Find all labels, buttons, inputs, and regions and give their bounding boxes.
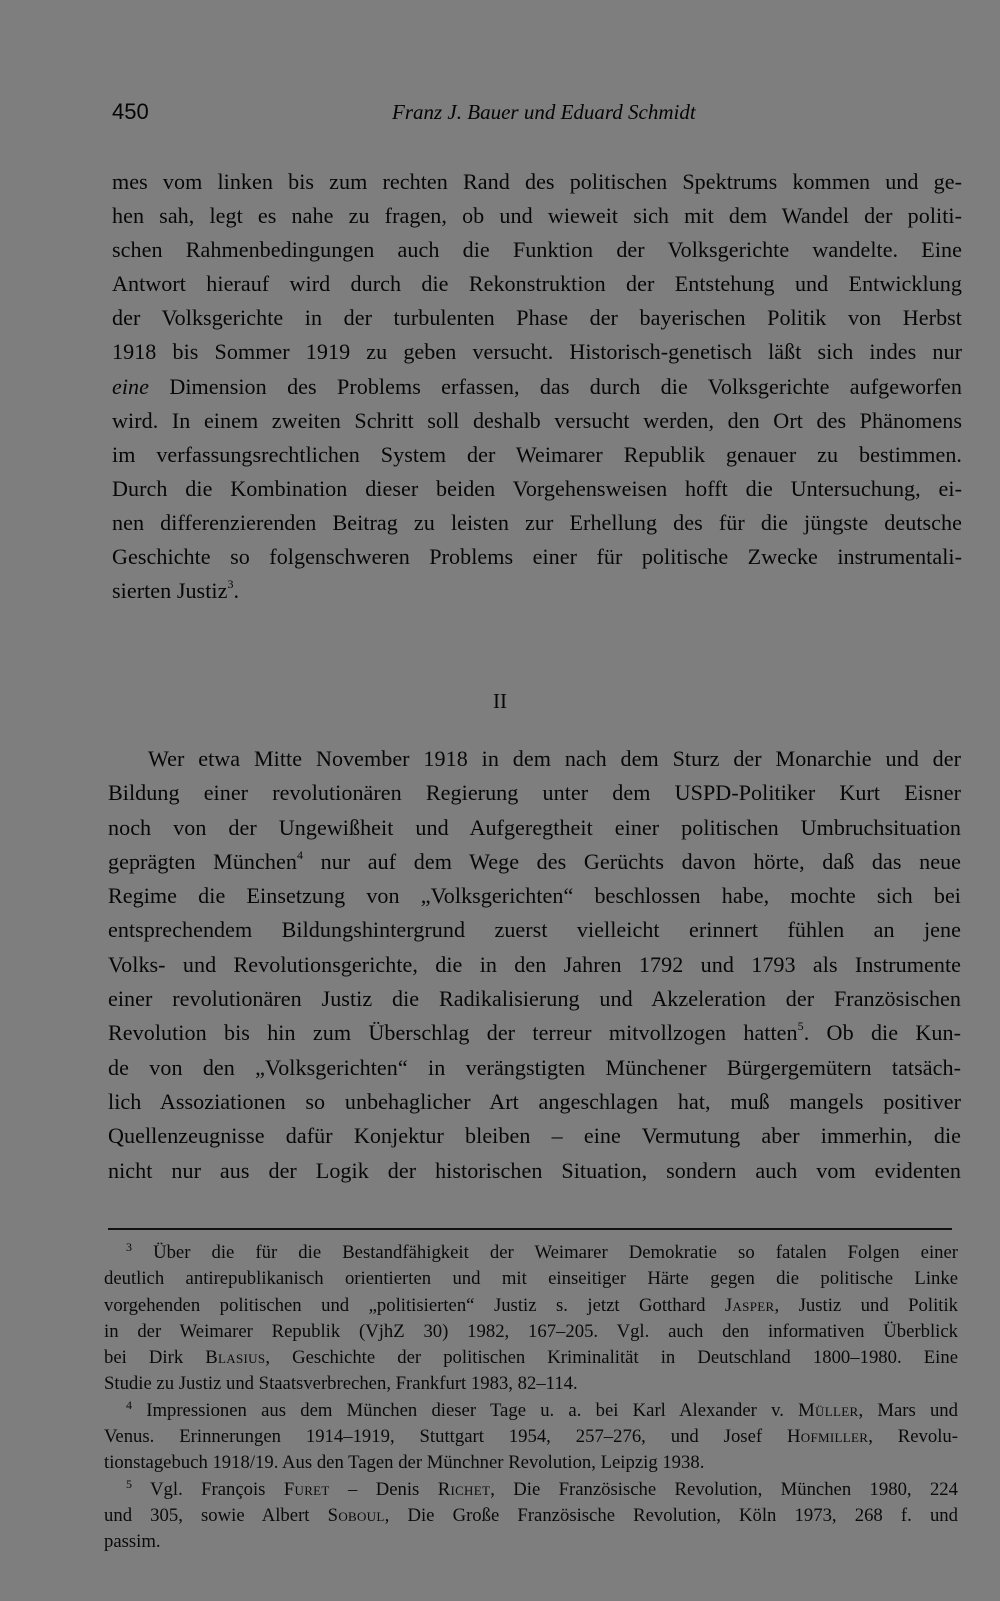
- text-line: Durch die Kombination dieser beiden Vorgehensweisen hofft die Untersuchung, ei-: [112, 475, 962, 501]
- text-line: [108, 845, 961, 879]
- text-segment: , Die Französische Revolution, München 1980, 224: [490, 1478, 958, 1500]
- paragraph-continuation: [112, 165, 962, 608]
- page-number: 450: [112, 99, 149, 124]
- author-name: Furet: [283, 1478, 330, 1500]
- text-segment: bei Dirk: [104, 1347, 206, 1369]
- footnote-number: 5: [126, 1476, 132, 1491]
- text-segment: und 305, sowie Albert: [104, 1504, 328, 1526]
- text-segment: Revolution bis hin zum Überschlag der terreur mitvollzogen hatten: [108, 1020, 798, 1046]
- footnotes: [104, 1240, 958, 1556]
- text-line: einer revolutionären Justiz die Radikalisierung und Akzeleration der Französischen: [108, 986, 961, 1012]
- text-line: [112, 574, 962, 608]
- author-name: Richet: [437, 1478, 491, 1500]
- author-name: Jasper: [724, 1294, 775, 1316]
- text-segment: .: [233, 578, 240, 604]
- footnote-3-line: Studie zu Justiz und Staatsverbrechen, Frankfurt 1983, 82–114.: [104, 1373, 578, 1395]
- footnote-5-line: passim.: [104, 1531, 161, 1553]
- footnote-number: 4: [126, 1397, 132, 1412]
- text-line: 1918 bis Sommer 1919 zu geben versucht. Historisch-genetisch läßt sich indes nur: [112, 339, 962, 365]
- footnote-4-line: [104, 1398, 958, 1424]
- text-segment: , Justiz und Politik: [774, 1294, 958, 1316]
- text-segment: Venus. Erinnerungen 1914–1919, Stuttgart 1954, 257–276, und Josef: [104, 1426, 787, 1448]
- author-name: Soboul: [327, 1504, 385, 1526]
- text-line: nen differenzierenden Beitrag zu leisten zur Erhellung des für die jüngste deutsche: [112, 509, 962, 535]
- text-line: Antwort hierauf wird durch die Rekonstruktion der Entstehung und Entwicklung: [112, 271, 962, 297]
- text-segment: , Geschichte der politischen Kriminalität in Deutschland 1800–1980. Eine: [265, 1347, 958, 1369]
- text-segment: – Denis: [329, 1478, 438, 1500]
- text-line: Bildung einer revolutionären Regierung unter dem USPD-Politiker Kurt Eisner: [108, 780, 961, 806]
- footnote-3-line: [104, 1240, 958, 1266]
- text-segment: geprägten München: [108, 848, 297, 874]
- text-line: Quellenzeugnisse dafür Konjektur bleiben – eine Vermutung aber immerhin, die: [108, 1123, 961, 1149]
- text-line: der Volksgerichte in der turbulenten Phase der bayerischen Politik von Herbst: [112, 305, 962, 331]
- text-line: [112, 370, 962, 404]
- text-segment: nur auf dem Wege des Gerüchts davon hörte, daß das neue: [303, 848, 962, 874]
- text-segment: vorgehenden politischen und „politisierten“ Justiz s. jetzt Gotthard: [104, 1294, 725, 1316]
- text-segment: . Ob die Kun-: [803, 1020, 961, 1046]
- text-segment: Impressionen aus dem München dieser Tage u. a. bei Karl Alexander v.: [146, 1399, 799, 1421]
- text-line: Volks- und Revolutionsgerichte, die in den Jahren 1792 und 1793 als Instrumente: [108, 951, 961, 977]
- text-segment: Vgl. François: [150, 1478, 284, 1500]
- text-line: entsprechendem Bildungshintergrund zuerst vielleicht erinnert fühlen an jene: [108, 917, 961, 943]
- author-name: Blasius: [205, 1347, 266, 1369]
- footnote-3-line: in der Weimarer Republik (VjhZ 30) 1982, 167–205. Vgl. auch den informativen Überblick: [104, 1320, 958, 1342]
- footnote-reference[interactable]: 3: [227, 576, 234, 591]
- footnote-5-line: [104, 1477, 958, 1503]
- text-segment: sierten Justiz: [112, 578, 228, 604]
- text-line: Wer etwa Mitte November 1918 in dem nach dem Sturz der Monarchie und der: [148, 746, 961, 771]
- footnote-reference[interactable]: 4: [296, 847, 304, 862]
- text-line: Regime die Einsetzung von „Volksgerichten“ beschlossen habe, mochte sich bei: [108, 883, 961, 909]
- text-segment: Über die für die Bestandfähigkeit der Weimarer Demokratie so fatalen Folgen einer: [153, 1242, 958, 1263]
- text-line: noch von der Ungewißheit und Aufgeregtheit einer politischen Umbruchsituation: [108, 814, 961, 840]
- running-head: Franz J. Bauer und Eduard Schmidt: [392, 100, 696, 124]
- footnote-reference[interactable]: 5: [797, 1019, 804, 1034]
- footnote-number: 3: [126, 1239, 132, 1254]
- text-line: mes vom linken bis zum rechten Rand des politischen Spektrums kommen und ge-: [112, 169, 962, 194]
- author-name: Müller: [798, 1399, 859, 1421]
- text-line: im verfassungsrechtlichen System der Weimarer Republik genauer zu bestimmen.: [112, 441, 962, 467]
- footnote-divider: [108, 1228, 952, 1230]
- page-header: [112, 97, 902, 131]
- text-line: hen sah, legt es nahe zu fragen, ob und wieweit sich mit dem Wandel der politi-: [112, 203, 962, 229]
- text-line: Geschichte so folgenschweren Problems einer für politische Zwecke instrumentali-: [112, 544, 962, 570]
- text-line: [108, 1016, 961, 1050]
- text-segment: , Die Große Französische Revolution, Köln 1973, 268 f. und: [384, 1504, 958, 1526]
- footnote-3-line: deutlich antirepublikanisch orientierten und mit einseitiger Härte gegen die politische Linke: [104, 1268, 958, 1290]
- footnote-5-line: [104, 1503, 958, 1529]
- footnote-4-line: tionstagebuch 1918/19. Aus den Tagen der Münchner Revolution, Leipzig 1938.: [104, 1452, 705, 1474]
- footnote-3-line: [104, 1293, 958, 1319]
- author-name: Hofmiller: [787, 1426, 869, 1448]
- text-line: schen Rahmenbedingungen auch die Funktion der Volksgerichte wandelte. Eine: [112, 237, 962, 263]
- text-segment: Dimension des Problems erfassen, das durch die Volksgerichte aufgeworfen: [149, 373, 962, 399]
- emphasis: eine: [112, 373, 149, 399]
- section-paragraph: [108, 742, 961, 1188]
- section-heading: II: [493, 689, 507, 713]
- text-line: wird. In einem zweiten Schritt soll deshalb versucht werden, den Ort des Phänomens: [112, 407, 962, 433]
- footnote-3-line: [104, 1345, 958, 1371]
- text-segment: , Revolu-: [868, 1426, 958, 1448]
- text-line: lich Assoziationen so unbehaglicher Art angeschlagen hat, muß mangels positiver: [108, 1088, 961, 1114]
- text-segment: , Mars und: [858, 1399, 958, 1421]
- text-line: de von den „Volksgerichten“ in verängstigten Münchener Bürgergemütern tatsäch-: [108, 1054, 961, 1080]
- footnote-4-line: [104, 1424, 958, 1450]
- text-line: nicht nur aus der Logik der historischen Situation, sondern auch vom evidenten: [108, 1157, 961, 1183]
